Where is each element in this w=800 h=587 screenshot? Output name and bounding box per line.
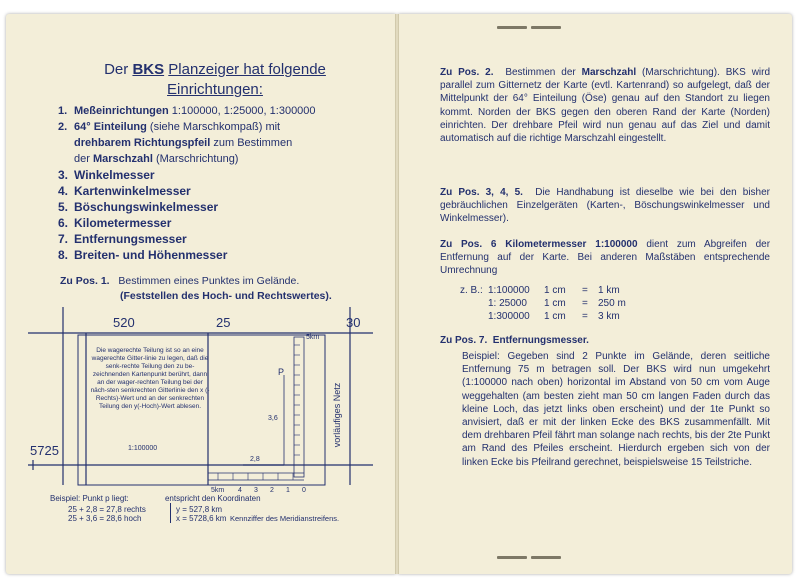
page-title-line2: Einrichtungen: [167, 81, 263, 98]
equipment-item: 8. Breiten- und Höhenmesser [58, 248, 228, 262]
pos7-paragraph: Zu Pos. 7. Entfernungsmesser. [440, 335, 589, 346]
grid-label-520: 520 [113, 315, 135, 330]
equipment-item: 5. Böschungswinkelmesser [58, 200, 219, 214]
staple-bottom-right [531, 556, 561, 559]
scale-tick-2: 2 [270, 487, 274, 494]
page-title: Der BKS Planzeiger hat folgende [104, 61, 326, 78]
grid-label-5725: 5725 [30, 443, 59, 458]
pos7-body: Beispiel: Gegeben sind 2 Punkte im Gelände, deren seitliche Entfernung 75 m betragen soll. Der BKS wird nun umgekehrt (1:100000 nach oben) horizontal im Abstand von 50 cm vom Auge weggehalten (am besten zieht man 50 cm langen Faden durch das kleine Loch, das jetzt links oben erscheint) und der 1te Punkt so anvisiert, daß er mit der linken Ecke des BKS zusammenfällt. Mit dem drehbaren Pfeil fährt man solange nach rechts, bis der 2te Punkt am Rand des Pfeiles erscheint. Hierdurch ergeben sich von der linken Ecke bis Pfeilrand gerechnet, beispielsweise 15 Teilstriche. [462, 351, 770, 468]
conversion-row: 1:300000 1 cm 3 km = [488, 311, 620, 322]
equipment-item: 7. Entfernungsmesser [58, 232, 187, 246]
example-coord1: y = 527,8 km [176, 505, 223, 514]
equals-sign: = [582, 311, 588, 322]
grid-label-30: 30 [346, 315, 361, 330]
equipment-item: drehbarem Richtungspfeil zum Bestimmen [74, 137, 293, 149]
point-p-label: P [278, 367, 285, 377]
equipment-item: 3. Winkelmesser [58, 168, 155, 182]
equipment-item: der Marschzahl (Marschrichtung) [74, 153, 239, 165]
staple-bottom-left [497, 556, 527, 559]
km-top-label: 5km [306, 334, 320, 341]
pos1-paragraph: Zu Pos. 1. Bestimmen eines Punktes im Gelände. [60, 275, 300, 287]
km-bottom-label: 5km [211, 487, 225, 494]
scale-tick-3: 3 [254, 487, 258, 494]
pos2-paragraph: Zu Pos. 2. Bestimmen der Marschzahl (Marschrichtung). BKS wird parallel zum Gitternetz der Karte (evtl. Kartenrand) so aufgelegt, daß der Mittelpunkt der 64° Einteilung (Öse) genau auf den Standort zu liegen kommt. Norden der BKS gegen den oberen Rand der Karte (Norden) einrichten. Der drehbare Pfeil wird nun genau auf das Ziel und damit automatisch auf die richtige Marschzahl eingestellt. [440, 67, 771, 145]
scale-tick-4: 4 [238, 487, 242, 494]
diagram-scale: 1:100000 [128, 445, 158, 452]
conversion-row: 1: 25000 1 cm 250 m = [488, 298, 626, 309]
staple-top-left [497, 26, 527, 29]
pos345-paragraph: Zu Pos. 3, 4, 5. Die Handhabung ist dieselbe wie bei den bisher gebräuchlichen Einzelgeräten (Karten-, Böschungswinkelmesser und Winkelmesser). [440, 187, 771, 225]
equipment-item: 4. Kartenwinkelmesser [58, 184, 191, 198]
conversion-row: z. B.: 1:100000 1 cm 1 km = [460, 285, 620, 296]
grid-label-25: 25 [216, 315, 231, 330]
pos2-body: BKS wird parallel zum Gitternetz der Karte (evtl. Kartenrand) so aufgelegt, daß der Mittelpunkt der 64° Einteilung (Öse) genau auf den Standort zu liegen kommt. Norden der BKS gegen den oberen Rand der Karte (Norden) einrichten. Der drehbare Pfeil wird nun genau auf das Ziel und damit automatisch auf die richtige Marschzahl eingestellt. [440, 67, 771, 145]
equipment-item: 2. 64° Einteilung (siehe Marschkompaß) mit [58, 121, 281, 133]
scale-tick-0: 0 [302, 487, 306, 494]
pos1-paragraph-line2: (Feststellen des Hoch- und Rechtswertes). [120, 290, 332, 302]
y-value-label: 3,6 [268, 415, 278, 422]
equipment-item: 1. Meßeinrichtungen 1:100000, 1:25000, 1:300000 [58, 105, 316, 117]
staple-top-right [531, 26, 561, 29]
vertical-net-label: vorläufiges Netz [332, 382, 342, 448]
x-value-label: 2,8 [250, 456, 260, 463]
meridian-note: Kennziffer des Meridianstreifens. [230, 514, 340, 523]
equals-sign: = [582, 298, 588, 309]
pos6-paragraph: Zu Pos. 6 Kilometermesser 1:100000 dient zum Abgreifen der Entfernung auf der Karte. Bei anderen Maßstäben entsprechende Umrechnung [440, 239, 771, 277]
example-line1: Beispiel: Punkt p liegt: entspricht den Koordinaten [50, 494, 261, 503]
example-row1: 25 + 2,8 = 27,8 rechts [68, 505, 146, 514]
example-coord2: x = 5728,6 km [176, 514, 227, 523]
example-divider [170, 503, 171, 523]
equipment-item: 6. Kilometermesser [58, 216, 172, 230]
brand-name: BKS [132, 61, 165, 78]
example-row2: 25 + 3,6 = 28,6 hoch [68, 514, 142, 523]
scale-tick-1: 1 [286, 487, 290, 494]
diagram-note: Die wagerechte Teilung ist so an eine wagerechte Gitter-linie zu legen, daß die senk-rechte Teilung den zu be-zeichnenden Kartenpunkt berührt, dann an der wager-rechten Teilung bei der näch-sten senkrechten Gitterlinie den x (-Rechts)-Wert und an der senkrechten Teilung den y(-Hoch)-Wert ablesen. [90, 347, 210, 410]
equals-sign: = [582, 285, 588, 296]
book-gutter [395, 14, 399, 574]
